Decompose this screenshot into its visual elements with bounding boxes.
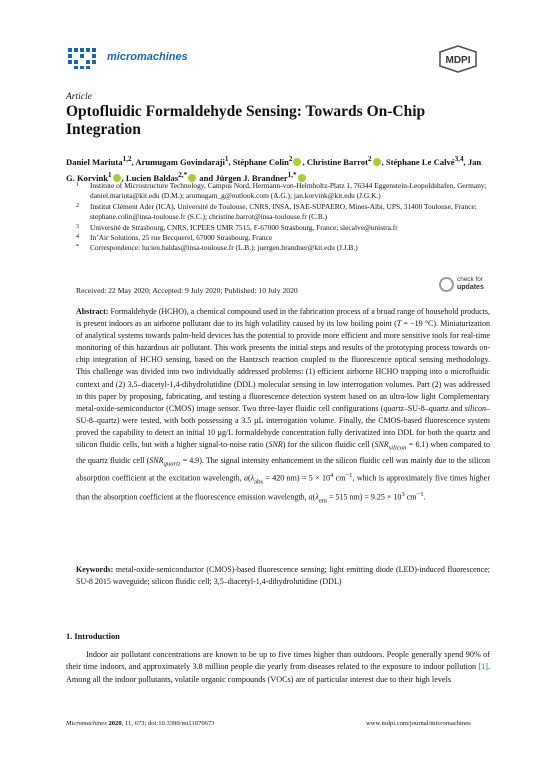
affiliations <box>76 181 490 254</box>
publication-dates: Received: 22 May 2020; Accepted: 9 July 2020; Published: 10 July 2020 <box>76 286 298 295</box>
refresh-icon <box>439 277 454 292</box>
check-for-updates-badge[interactable]: check for updates <box>439 276 487 298</box>
affiliation-item: 4 In’Air Solutions, 25 rue Becquerel, 67000 Strasbourg, France <box>76 233 273 243</box>
author-name: Jan G. Korvink <box>66 156 482 183</box>
keywords: Keywords: metal-oxide-semiconductor (CMOS)-based fluorescence sensing; light emitting diode (LED)-induced fluorescence; SU-8 2015 waveguide; silicon fluidic cell; 3,5–diacetyl-1,4-dihydrolutidine (DDL) <box>76 565 491 586</box>
author-name: Stéphane Le Calvé <box>385 156 455 167</box>
author-list: Daniel Mariuta$^{1,2}$, Arumugam Govindaraji$^1$, Stéphane Colin$^2$ , Christine Barrot$^2$ , Stéphane Le Calvé$^{3,4}$, Jan G. Korvink$^1$ , Lucien Baldas$^{2,*}$ and Jürgen J. Brandner$^{1,*}$ <box>66 155 482 183</box>
author-name: Stéphane Colin <box>232 156 289 167</box>
author-name: Christine Barrot <box>306 156 368 167</box>
article-type: Article <box>66 92 92 102</box>
citation-link[interactable]: [1] <box>478 662 488 672</box>
section-heading: 1. Introduction <box>66 632 120 641</box>
footer-url[interactable]: www.mdpi.com/journal/micromachines <box>366 720 471 727</box>
paper-title: Optofluidic Formaldehyde Sensing: Towards On-Chip Integration <box>66 103 426 138</box>
affiliation-item: 3 Université de Strasbourg, CNRS, ICPEES UMR 7515, F-67000 Strasbourg, France; slecalve@unistra.fr <box>76 222 398 232</box>
mdpi-logo-icon <box>437 45 479 73</box>
micromachines-logo-icon <box>66 46 102 70</box>
orcid-icon[interactable] <box>373 158 381 166</box>
journal-name: micromachines <box>107 51 188 63</box>
journal-header <box>66 46 486 74</box>
author-name: Arumugam Govindaraji <box>135 156 225 167</box>
author-name: Jürgen J. Brandner <box>215 172 288 183</box>
affiliation-item: 2 Institut Clément Ader (ICA), Université de Toulouse, CNRS, INSA, ISAE-SUPAERO, Mines-Albi, UPS, 31400 Toulouse, France; stephane.colin@insa-toulouse.fr (S.C.); christine.barrot@insa-toulouse.fr (C.B.) <box>76 201 477 222</box>
footer-citation: Micromachines 2020, 11, 673; doi:10.3390/mi11070673 <box>66 720 215 727</box>
introduction-paragraph: Indoor air pollutant concentrations are known to be up to five times higher than outdoors. People generally spend 90% of their time indoors, and approximately 3.8 million people die yearly from diseases related to the exposure to indoor pollution [1]. Among all the indoor pollutants, volatile organic compounds (VOCs) are of particular interest due to their high levels <box>66 650 490 684</box>
orcid-icon[interactable] <box>293 158 301 166</box>
abstract: Abstract: Formaldehyde (HCHO), a chemical compound used in the fabrication process of a broad range of household products, is present indoors as an airborne pollutant due to its high volatility caused by its low boiling point (T = −19 °C). Miniaturization of analytical systems towards palm-held devices has the potential to provide more efficient and more sensitive tools for real-time monitoring of this hazardous air pollutant. This work presents the initial steps and results of the prototyping process towards on-chip integration of HCHO sensing, based on the Hantzsch reaction coupled to the fluorescence optical sensing methodology. This challenge was divided into two individually addressed problems: (1) efficient airborne HCHO trapping into a microfluidic context and (2) 3,5–diacetyl-1,4-dihydrolutidine (DDL) molecular sensing in low interrogation volumes. Part (2) was addressed in this paper by proposing, fabricating, and testing a fluorescence detection system based on an ultra-low light Complementary metal-oxide-semiconductor (CMOS) image sensor. Two three-layer fluidic cell configurations (quartz–SU-8–quartz and silicon–SU-8–quartz) were tested, with both possessing a 3.5 µL interrogation volume. Finally, the CMOS-based fluorescence system proved the capability to detect an initial 10 µg/L formaldehyde concentration fully derivatized into DDL for both the quartz and silicon fluidic cells, but with a higher signal-to-noise ratio (SNR) for the silicon fluidic cell $(SNR_{silicon} = 6.1)$ when compared to the quartz fluidic cell $(SNR_{quartz} = 4.9)$. The signal intensity enhancement in the silicon fluidic cell was mainly due to the silicon absorption coefficient at the excitation wavelength, $a(\lambda_{abs} = 420$ $nm) = 5 \times 10^4$ $cm^{-1}$, which is approximately five times higher than the absorption coefficient at the fluorescence emission wavelength, $a(\lambda_{em} = 515$ $nm) = 9.25 \times 10^3$ $cm^{-1}$. <box>76 307 491 504</box>
affiliation-item: 1 Institute of Microstructure Technology, Campus Nord, Hermann-von-Helmholtz-Platz 1, 76344 Eggenstein-Leopoldshafen, Germany; daniel.mariuta@kit.edu (D.M.); arumugam_g@outlook.com (A.G.); jan.korvink@kit.edu (J.G.K.) <box>76 181 487 201</box>
correspondence: * Correspondence: lucien.baldas@insa-toulouse.fr (L.B.); juergen.brandner@kit.edu (J.J.B.) <box>76 243 358 253</box>
author-name: Lucien Baldas <box>125 172 179 183</box>
publisher-name: MDPI <box>445 55 471 66</box>
author-name: Daniel Mariuta <box>66 156 123 167</box>
